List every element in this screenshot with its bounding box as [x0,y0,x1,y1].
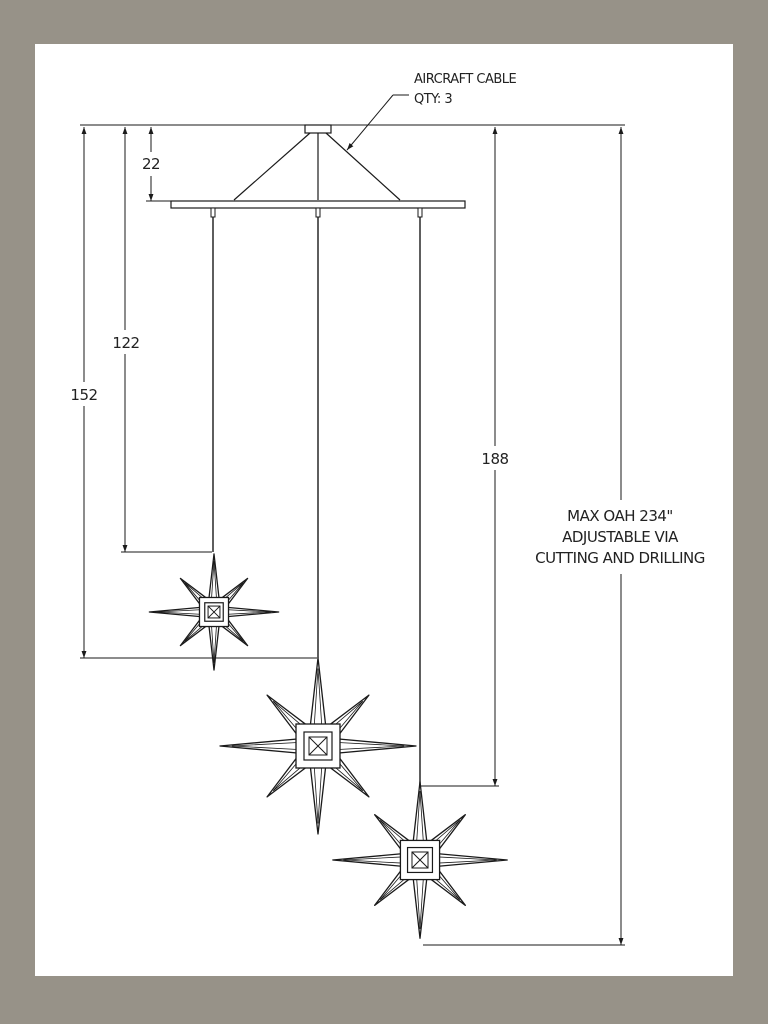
callout-text-cable: AIRCRAFT CABLE [414,72,517,87]
callout-text-qty: QTY: 3 [414,92,453,107]
dimension-label-122: 122 [112,334,140,352]
suspension-bar [171,201,465,208]
cord-gripper [418,208,422,217]
cord-gripper [316,208,320,217]
callout-leader [347,95,393,150]
cord-gripper [211,208,215,217]
overall-height-note: MAX OAH 234" [567,507,673,525]
dimension-label-22: 22 [141,155,161,173]
overall-height-note: ADJUSTABLE VIA [562,528,678,546]
overall-height-note: CUTTING AND DRILLING [535,549,705,567]
aircraft-cable [234,133,310,200]
dimension-label-188: 188 [481,450,509,468]
star-pendant-large [333,782,507,939]
dimension-label-152: 152 [70,386,98,404]
star-pendant-small [149,554,278,670]
canopy [305,125,331,133]
aircraft-cable [326,133,400,200]
star-pendant-medium [220,658,416,834]
